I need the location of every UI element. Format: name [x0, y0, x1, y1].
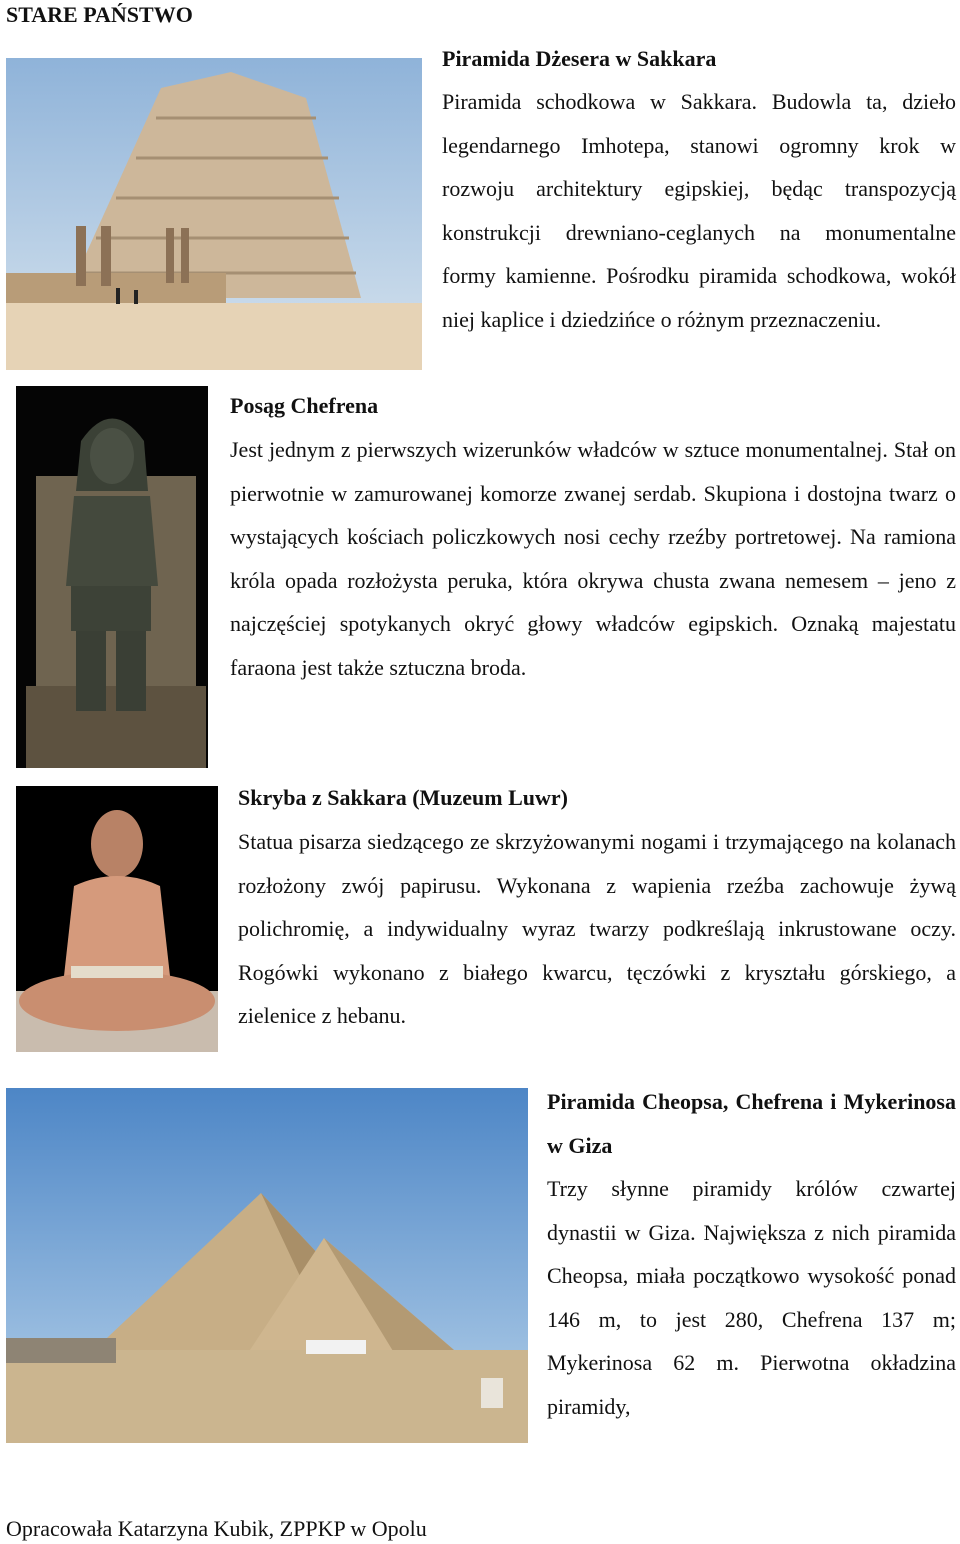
section-heading-giza: Piramida Cheopsa, Chefrena i Mykerinosa w Giza [547, 1089, 956, 1158]
giza-pyramids-image [6, 1088, 528, 1443]
seated-scribe-image [16, 786, 218, 1052]
page-title: STARE PAŃSTWO [6, 2, 193, 27]
footer-credit: Opracowała Katarzyna Kubik, ZPPKP w Opolu [6, 1516, 427, 1541]
section-text-djoser: Piramida schodkowa w Sakkara. Budowla ta, dzieło legendarnego Imhotepa, stanowi ogromny krok w rozwoju architektury egipskiej, będąc transpozycją konstrukcji drewniano-ceglanych na monumentalne formy kamienne. Pośrodku piramida schodkowa, wokół niej kaplice i dziedzińce o różnym przeznaczeniu. [442, 89, 956, 332]
section-heading-khafre: Posąg Chefrena [230, 393, 379, 418]
khafre-statue-image [16, 386, 208, 768]
section-text-khafre: Jest jednym z pierwszych wizerunków władców w sztuce monumentalnej. Stał on pierwotnie w zamurowanej komorze zwanej serdab. Skupiona i dostojna twarz o wystających kościach policzkowych nosi cechy rzeźby portretowej. Na ramiona króla opada rozłożysta peruka, która okrywa chusta zwana nemesem – jeno z najczęściej spotykanych okryć głowy władców egipskich. Oznaką majestatu faraona jest także sztuczna broda. [230, 437, 956, 680]
section-text-scribe: Statua pisarza siedzącego ze skrzyżowanymi nogami i trzymającego na kolanach rozłożony zwój papirusu. Wykonana z wapienia rzeźba zachowuje żywą polichromię, a indywidualny wyraz twarzy podkreślają inkrustowane oczy. Rogówki wykonano z białego kwarcu, tęczówki z kryształu górskiego, a zielenice z hebanu. [238, 829, 956, 1028]
section-heading-scribe: Skryba z Sakkara (Muzeum Luwr) [238, 785, 569, 810]
section-text-giza: Trzy słynne piramidy królów czwartej dynastii w Giza. Największa z nich piramida Cheopsa, miała początkowo wysokość ponad 146 m, to jest 280, Chefrena 137 m; Mykerinosa 62 m. Pierwotna okładzina piramidy, [547, 1176, 956, 1419]
step-pyramid-image [6, 58, 422, 370]
section-heading-djoser: Piramida Dżesera w Sakkara [442, 46, 717, 71]
